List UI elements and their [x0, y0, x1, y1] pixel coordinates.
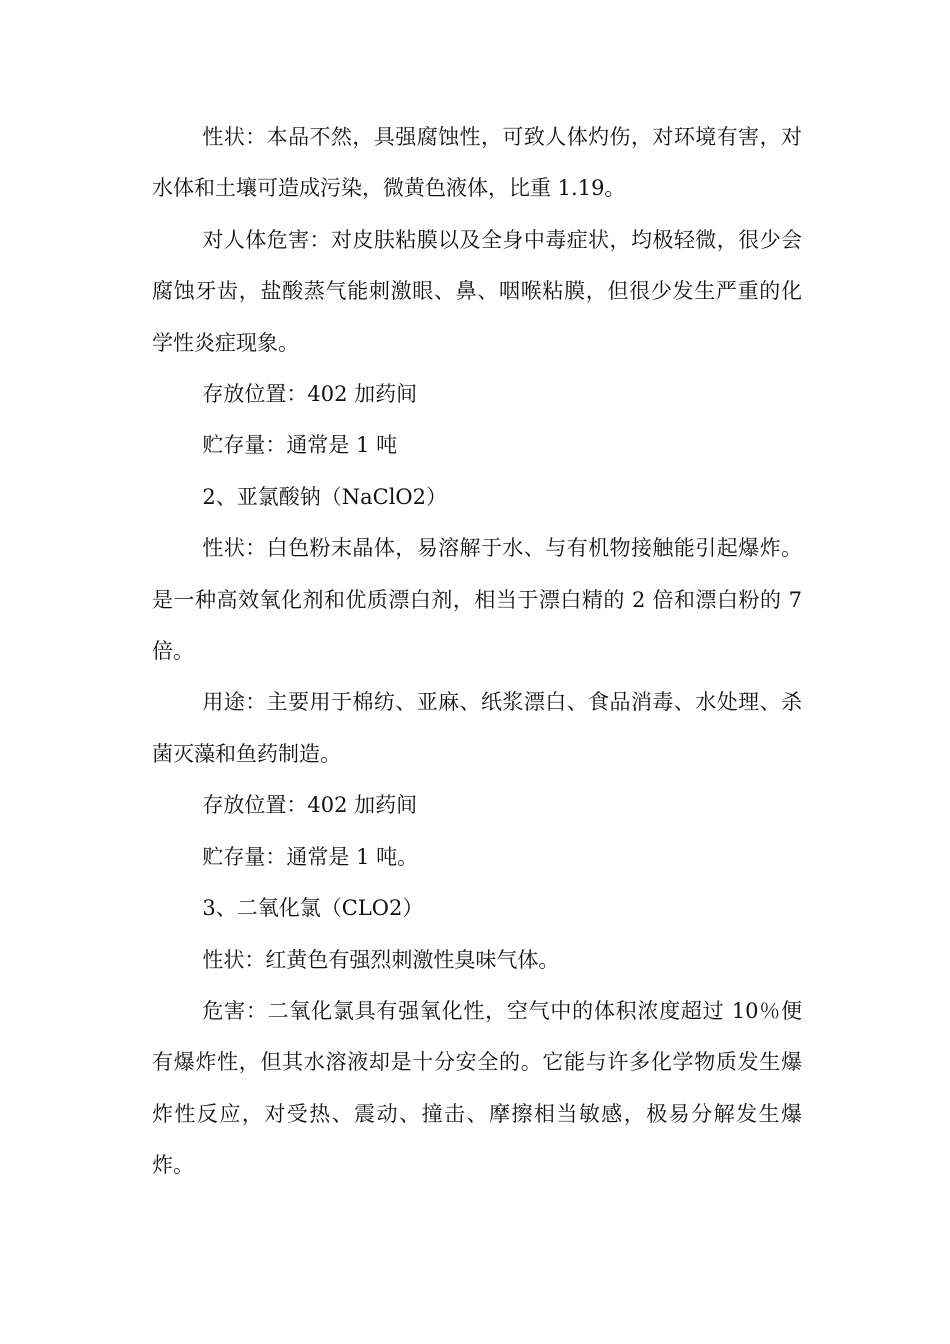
paragraph-hcl-properties: 性状：本品不然，具强腐蚀性，可致人体灼伤，对环境有害，对水体和土壤可造成污染，微黄色液体，比重 1.19。 [152, 125, 802, 201]
heading-chlorine-dioxide: 3、二氧化氯（CLO2） [202, 896, 424, 921]
heading-sodium-chlorite: 2、亚氯酸钠（NaClO2） [202, 484, 448, 509]
paragraph-hcl-hazard: 对人体危害：对皮肤粘膜以及全身中毒症状，均极轻微，很少会腐蚀牙齿，盐酸蒸气能刺激眼、鼻、咽喉粘膜，但很少发生严重的化学性炎症现象。 [152, 227, 802, 355]
paragraph-hcl-storage-amount: 贮存量：通常是 1 吨 [202, 433, 398, 458]
paragraph-clo2-properties: 性状：红黄色有强烈刺激性臭味气体。 [202, 947, 560, 972]
body-text [152, 112, 802, 1192]
paragraph-naclo2-storage-amount: 贮存量：通常是 1 吨。 [202, 844, 419, 869]
paragraph-naclo2-uses: 用途：主要用于棉纺、亚麻、纸浆漂白、食品消毒、水处理、杀菌灭藻和鱼药制造。 [152, 690, 802, 766]
paragraph-hcl-storage-location: 存放位置：402 加药间 [202, 382, 418, 407]
paragraph-naclo2-storage-location: 存放位置：402 加药间 [202, 793, 418, 818]
paragraph-clo2-hazard: 危害：二氧化氯具有强氧化性，空气中的体积浓度超过 10％便有爆炸性，但其水溶液却是十分安全的。它能与许多化学物质发生爆炸性反应，对受热、震动、撞击、摩擦相当敏感，极易分解发生爆炸。 [152, 998, 802, 1178]
paragraph-naclo2-properties: 性状：白色粉末晶体，易溶解于水、与有机物接触能引起爆炸。是一种高效氧化剂和优质漂白剂，相当于漂白精的 2 倍和漂白粉的 7 倍。 [152, 536, 802, 664]
